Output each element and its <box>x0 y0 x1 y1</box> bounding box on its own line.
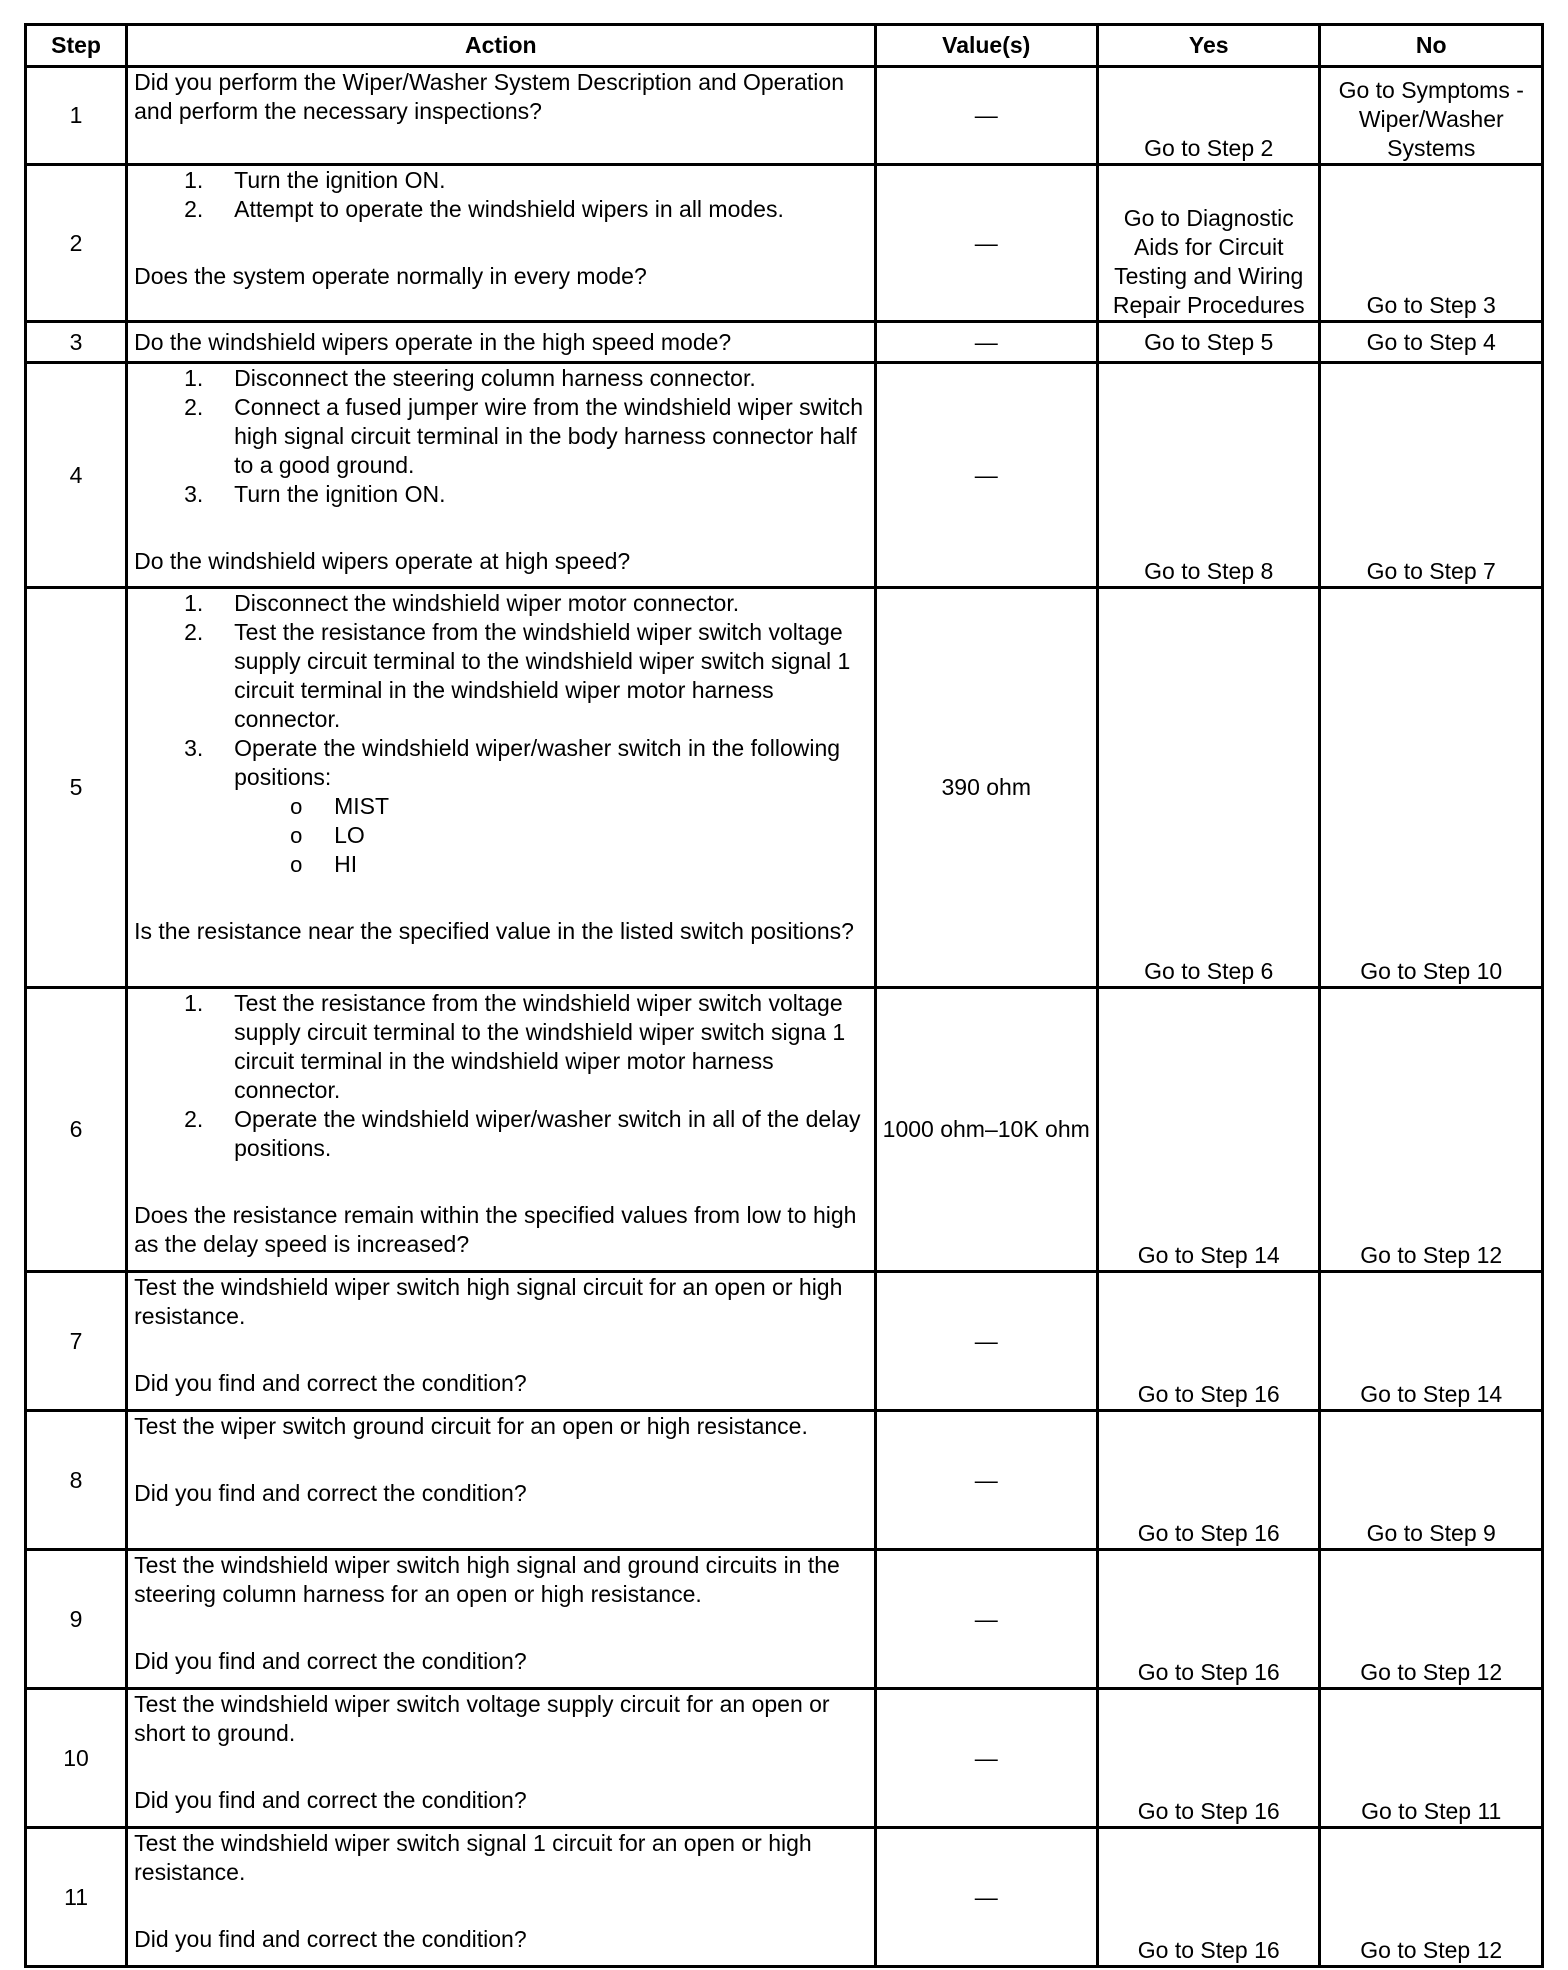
yes-cell: Go to Step 16 <box>1097 1550 1319 1689</box>
action-step-item: 1. Turn the ignition ON. <box>184 167 446 193</box>
step-number: 2 <box>26 165 127 322</box>
action-cell <box>127 1689 875 1828</box>
action-cell <box>127 988 875 1272</box>
action-step-item: 1. Disconnect the windshield wiper motor connector. <box>184 590 740 616</box>
action-question: Does the resistance remain within the specified values from low to high as the delay speed is increased? <box>134 1202 857 1257</box>
switch-position-item: o LO <box>290 822 365 848</box>
table-row-step-4 <box>26 363 1543 588</box>
header-yes: Yes <box>1097 25 1319 67</box>
action-step-item: 2. Operate the windshield wiper/washer switch in all of the delay positions. <box>184 1106 861 1161</box>
value-cell: — <box>875 1828 1097 1967</box>
step-number: 10 <box>26 1689 127 1828</box>
table-row-step-6 <box>26 988 1543 1272</box>
table-row-step-8 <box>26 1411 1543 1550</box>
value-cell: — <box>875 363 1097 588</box>
value-cell: — <box>875 1550 1097 1689</box>
action-cell <box>127 1411 875 1550</box>
table-row-step-1 <box>26 67 1543 165</box>
step-number: 6 <box>26 988 127 1272</box>
action-question: Do the windshield wipers operate in the high speed mode? <box>134 328 732 355</box>
value-cell: — <box>875 1272 1097 1411</box>
switch-position-item: o HI <box>290 851 358 877</box>
no-cell: Go to Step 12 <box>1320 1550 1543 1689</box>
action-cell <box>127 67 875 165</box>
action-step-item: 2. Attempt to operate the windshield wipers in all modes. <box>184 196 784 222</box>
no-cell: Go to Step 7 <box>1320 363 1543 588</box>
action-cell <box>127 1272 875 1411</box>
action-step-item: 1. Disconnect the steering column harness connector. <box>184 365 756 391</box>
table-row-step-11 <box>26 1828 1543 1967</box>
yes-cell: Go to Step 16 <box>1097 1828 1319 1967</box>
yes-cell: Go to Step 5 <box>1097 322 1319 363</box>
step-number: 5 <box>26 588 127 988</box>
action-cell <box>127 165 875 322</box>
action-question: Do the windshield wipers operate at high speed? <box>134 548 631 574</box>
action-question: Is the resistance near the specified value in the listed switch positions? <box>134 918 854 944</box>
yes-cell: Go to Step 8 <box>1097 363 1319 588</box>
no-cell: Go to Step 4 <box>1320 322 1543 363</box>
action-cell <box>127 363 875 588</box>
no-cell: Go to Step 3 <box>1320 165 1543 322</box>
action-question: Did you find and correct the condition? <box>134 1480 527 1506</box>
yes-cell: Go to Step 16 <box>1097 1411 1319 1550</box>
header-values: Value(s) <box>875 25 1097 67</box>
table-row-step-2 <box>26 165 1543 322</box>
step-number: 7 <box>26 1272 127 1411</box>
value-cell: 390 ohm <box>875 588 1097 988</box>
step-number: 3 <box>26 322 127 363</box>
action-step-item: 2. Test the resistance from the windshield wiper switch voltage supply circuit terminal to the windshield wiper switch signal 1 circuit terminal in the windshield wiper motor harness connector. <box>184 619 851 732</box>
yes-cell: Go to Step 2 <box>1097 67 1319 165</box>
value-cell: 1000 ohm–10K ohm <box>875 988 1097 1272</box>
table-row-step-7 <box>26 1272 1543 1411</box>
action-question: Did you find and correct the condition? <box>134 1648 527 1674</box>
action-question: Did you find and correct the condition? <box>134 1926 527 1952</box>
action-instruction: Test the wiper switch ground circuit for an open or high resistance. <box>134 1413 808 1439</box>
action-step-item: 3. Operate the windshield wiper/washer switch in the following positions: <box>184 735 841 790</box>
no-cell: Go to Step 12 <box>1320 1828 1543 1967</box>
table-row-step-10 <box>26 1689 1543 1828</box>
value-cell: — <box>875 1689 1097 1828</box>
action-cell <box>127 1828 875 1967</box>
action-instruction: Test the windshield wiper switch voltage supply circuit for an open or short to ground. <box>134 1691 830 1746</box>
action-question: Did you find and correct the condition? <box>134 1787 527 1813</box>
yes-cell: Go to Diagnostic Aids for Circuit Testing and Wiring Repair Procedures <box>1097 165 1319 322</box>
yes-cell: Go to Step 14 <box>1097 988 1319 1272</box>
no-cell: Go to Step 14 <box>1320 1272 1543 1411</box>
action-step-item: 2. Connect a fused jumper wire from the windshield wiper switch high signal circuit terminal in the body harness connector half to a good ground. <box>184 394 864 478</box>
no-cell: Go to Step 10 <box>1320 588 1543 988</box>
switch-position-item: o MIST <box>290 793 390 819</box>
no-cell: Go to Symptoms - Wiper/Washer Systems <box>1320 67 1543 165</box>
action-cell <box>127 588 875 988</box>
action-instruction: Test the windshield wiper switch signal 1 circuit for an open or high resistance. <box>134 1830 812 1885</box>
header-step: Step <box>26 25 127 67</box>
step-number: 1 <box>26 67 127 165</box>
step-number: 8 <box>26 1411 127 1550</box>
yes-cell: Go to Step 6 <box>1097 588 1319 988</box>
action-instruction: Test the windshield wiper switch high signal circuit for an open or high resistance. <box>134 1274 843 1329</box>
step-number: 11 <box>26 1828 127 1967</box>
action-step-item: 3. Turn the ignition ON. <box>184 481 446 507</box>
action-question: Did you perform the Wiper/Washer System Description and Operation and perform the necessary inspections? <box>134 69 845 124</box>
yes-cell: Go to Step 16 <box>1097 1689 1319 1828</box>
step-number: 9 <box>26 1550 127 1689</box>
action-question: Does the system operate normally in every mode? <box>134 263 647 289</box>
action-cell <box>127 1550 875 1689</box>
table-row-step-5 <box>26 588 1543 988</box>
action-step-item: 1. Test the resistance from the windshield wiper switch voltage supply circuit terminal to the windshield wiper switch signa 1 circuit terminal in the windshield wiper motor harness connector. <box>184 990 846 1103</box>
diagnostic-table <box>24 23 1544 1968</box>
action-instruction: Test the windshield wiper switch high signal and ground circuits in the steering column harness for an open or high resistance. <box>134 1552 840 1607</box>
value-cell: — <box>875 322 1097 363</box>
header-row <box>26 25 1543 67</box>
action-cell <box>127 322 875 363</box>
no-cell: Go to Step 9 <box>1320 1411 1543 1550</box>
no-cell: Go to Step 11 <box>1320 1689 1543 1828</box>
header-no: No <box>1320 25 1543 67</box>
value-cell: — <box>875 1411 1097 1550</box>
step-number: 4 <box>26 363 127 588</box>
value-cell: — <box>875 67 1097 165</box>
no-cell: Go to Step 12 <box>1320 988 1543 1272</box>
action-question: Did you find and correct the condition? <box>134 1370 527 1396</box>
yes-cell: Go to Step 16 <box>1097 1272 1319 1411</box>
table-row-step-9 <box>26 1550 1543 1689</box>
value-cell: — <box>875 165 1097 322</box>
header-action: Action <box>127 25 875 67</box>
table-row-step-3 <box>26 322 1543 363</box>
